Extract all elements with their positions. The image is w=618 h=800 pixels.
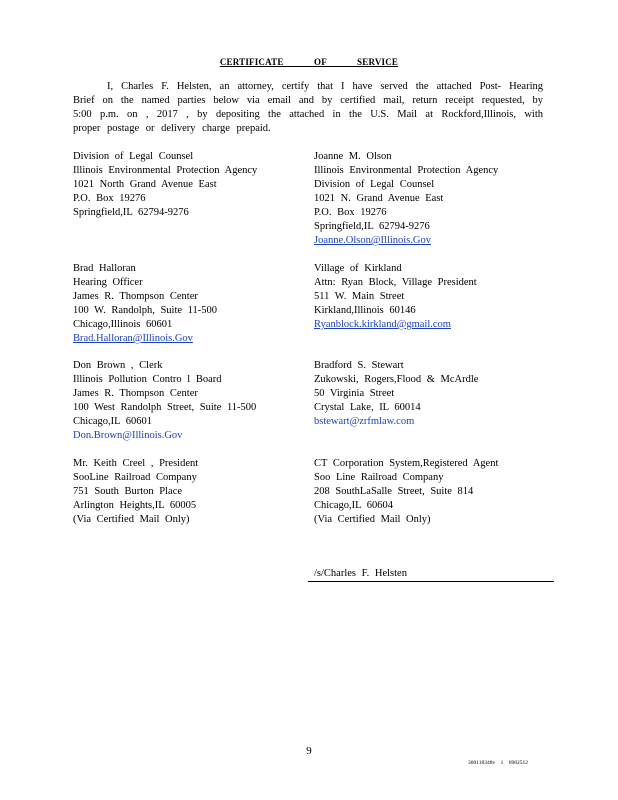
address-line: Chicago,IL 60604 [314, 500, 394, 511]
address-line: Crystal Lake, IL 60014 [314, 402, 421, 413]
email-link[interactable]: bstewart@zrfmlaw.com [314, 416, 415, 427]
address-line: Illinois Environmental Protection Agency [314, 165, 499, 176]
address-line: Kirkland,Illinois 60146 [314, 305, 416, 316]
address-line: Springfield,IL 62794-9276 [314, 221, 430, 232]
address-line: Brad Halloran [73, 263, 136, 274]
address-line: 1021 N. Grand Avenue East [314, 193, 444, 204]
page-number: 9 [306, 745, 312, 757]
email-link[interactable]: Don.Brown@Illinois.Gov [73, 430, 183, 441]
recipient-block [73, 359, 256, 443]
address-line: Zukowski, Rogers,Flood & McArdle [314, 374, 479, 385]
address-line: Illinois Environmental Protection Agency [73, 165, 258, 176]
address-line: Attn: Ryan Block, Village President [314, 277, 477, 288]
signature-line [308, 567, 554, 582]
address-line: Springfield,IL 62794-9276 [73, 207, 189, 218]
address-line: 100 West Randolph Street, Suite 11-500 [73, 402, 257, 413]
address-line: Arlington Heights,IL 60005 [73, 500, 197, 511]
recipient-block [73, 262, 217, 346]
document-id: 300118348v 1 0982512 [468, 760, 529, 766]
recipient-block [314, 262, 477, 332]
email-link[interactable]: Ryanblock.kirkland@gmail.com [314, 319, 451, 330]
address-line: CT Corporation System,Registered Agent [314, 458, 499, 469]
address-line: 511 W. Main Street [314, 291, 405, 302]
recipient-block [314, 457, 498, 527]
address-line: (Via Certified Mail Only) [73, 514, 190, 525]
address-line: (Via Certified Mail Only) [314, 514, 431, 525]
address-line: James R. Thompson Center [73, 291, 198, 302]
address-line: Bradford S. Stewart [314, 360, 404, 371]
address-line: 751 South Burton Place [73, 486, 183, 497]
certificate-title [0, 57, 618, 67]
address-line: 208 SouthLaSalle Street, Suite 814 [314, 486, 474, 497]
address-line: 1021 North Grand Avenue East [73, 179, 217, 190]
address-line: SooLine Railroad Company [73, 472, 197, 483]
intro-paragraph: I, Charles F. Helsten, an attorney, certify that I have served the attached Post- Hearing Brief on the named parties below via email and by certified mail, return receipt requested, by 5:00 p.m. on , 2017 , by depositing the attached in the U.S. Mail at Rockford,Illinois, with proper postage or delivery charge prepaid. [73, 81, 543, 134]
address-line: James R. Thompson Center [73, 388, 198, 399]
recipient-block [314, 359, 478, 429]
signature-text: /s/Charles F. Helsten [314, 568, 407, 579]
address-line: Hearing Officer [73, 277, 143, 288]
address-line: Chicago,Illinois 60601 [73, 319, 173, 330]
address-line: Mr. Keith Creel , President [73, 458, 199, 469]
address-line: Soo Line Railroad Company [314, 472, 444, 483]
address-line: 100 W. Randolph, Suite 11-500 [73, 305, 218, 316]
address-line: Village of Kirkland [314, 263, 402, 274]
address-line: Chicago,IL 60601 [73, 416, 153, 427]
address-line: 50 Virginia Street [314, 388, 395, 399]
address-line: Illinois Pollution Contro l Board [73, 374, 222, 385]
certificate-title-text: CERTIFICATE OF SERVICE [219, 57, 399, 67]
address-line: P.O. Box 19276 [73, 193, 146, 204]
email-link[interactable]: Brad.Halloran@Illinois.Gov [73, 333, 193, 344]
recipient-block [314, 150, 498, 248]
address-line: Division of Legal Counsel [314, 179, 435, 190]
email-link[interactable]: Joanne.Olson@Illinois.Gov [314, 235, 431, 246]
address-line: Don Brown , Clerk [73, 360, 163, 371]
address-line: P.O. Box 19276 [314, 207, 387, 218]
recipient-block [73, 457, 198, 527]
recipient-block [73, 150, 257, 220]
address-line: Joanne M. Olson [314, 151, 392, 162]
address-line: Division of Legal Counsel [73, 151, 194, 162]
